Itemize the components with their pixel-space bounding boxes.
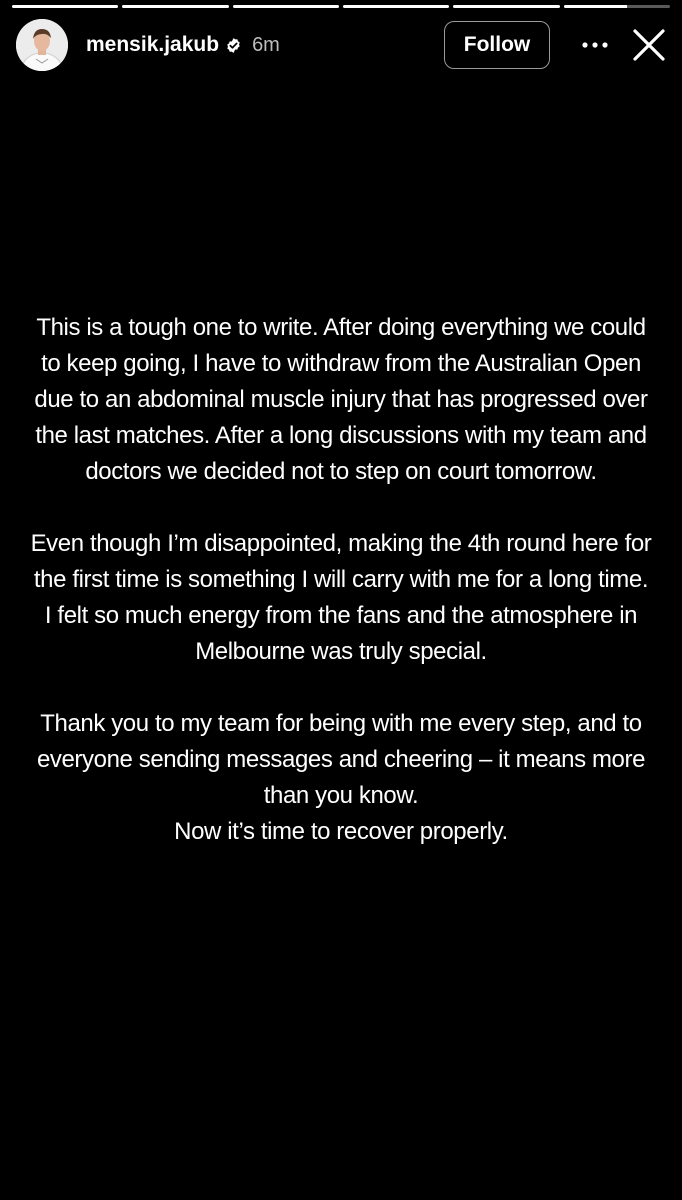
story-paragraph-1: This is a tough one to write. After doing everything we could to keep going, I have to withdraw from the Australian Open due to an abdominal muscle injury that has progressed over the last matches. After a long discussions with my team and doctors we decided not to step on court tomorrow. bbox=[34, 314, 648, 485]
progress-segment-fill bbox=[453, 5, 559, 8]
progress-segment bbox=[564, 5, 670, 8]
progress-segment-fill bbox=[343, 5, 449, 8]
story-header bbox=[16, 18, 666, 72]
progress-segment bbox=[122, 5, 228, 8]
more-horizontal-icon[interactable] bbox=[578, 30, 612, 60]
story-paragraph-2: Even though I’m disappointed, making the 4th round here for the first time is something I will carry with me for a long time. I felt so much energy from the fans and the atmosphere in Melbourne was truly special. bbox=[30, 530, 652, 665]
story-progress-bar bbox=[12, 5, 670, 8]
story-paragraph-3: Thank you to my team for being with me every step, and to everyone sending messages and cheering – it means more than you know. bbox=[36, 710, 646, 809]
avatar-image bbox=[16, 19, 68, 71]
progress-segment bbox=[12, 5, 118, 8]
progress-segment-fill bbox=[233, 5, 339, 8]
story-text bbox=[30, 310, 652, 850]
progress-segment bbox=[233, 5, 339, 8]
story-paragraph-4: Now it’s time to recover properly. bbox=[174, 818, 508, 845]
follow-button[interactable]: Follow bbox=[444, 21, 550, 69]
progress-segment-fill bbox=[122, 5, 228, 8]
verified-badge-icon bbox=[225, 37, 242, 54]
progress-segment bbox=[343, 5, 449, 8]
avatar[interactable] bbox=[16, 19, 68, 71]
progress-segment-fill bbox=[12, 5, 118, 8]
post-time: 6m bbox=[252, 33, 280, 56]
progress-segment-fill bbox=[564, 5, 628, 8]
close-icon[interactable] bbox=[632, 28, 666, 62]
username[interactable]: mensik.jakub bbox=[86, 33, 220, 56]
progress-segment bbox=[453, 5, 559, 8]
